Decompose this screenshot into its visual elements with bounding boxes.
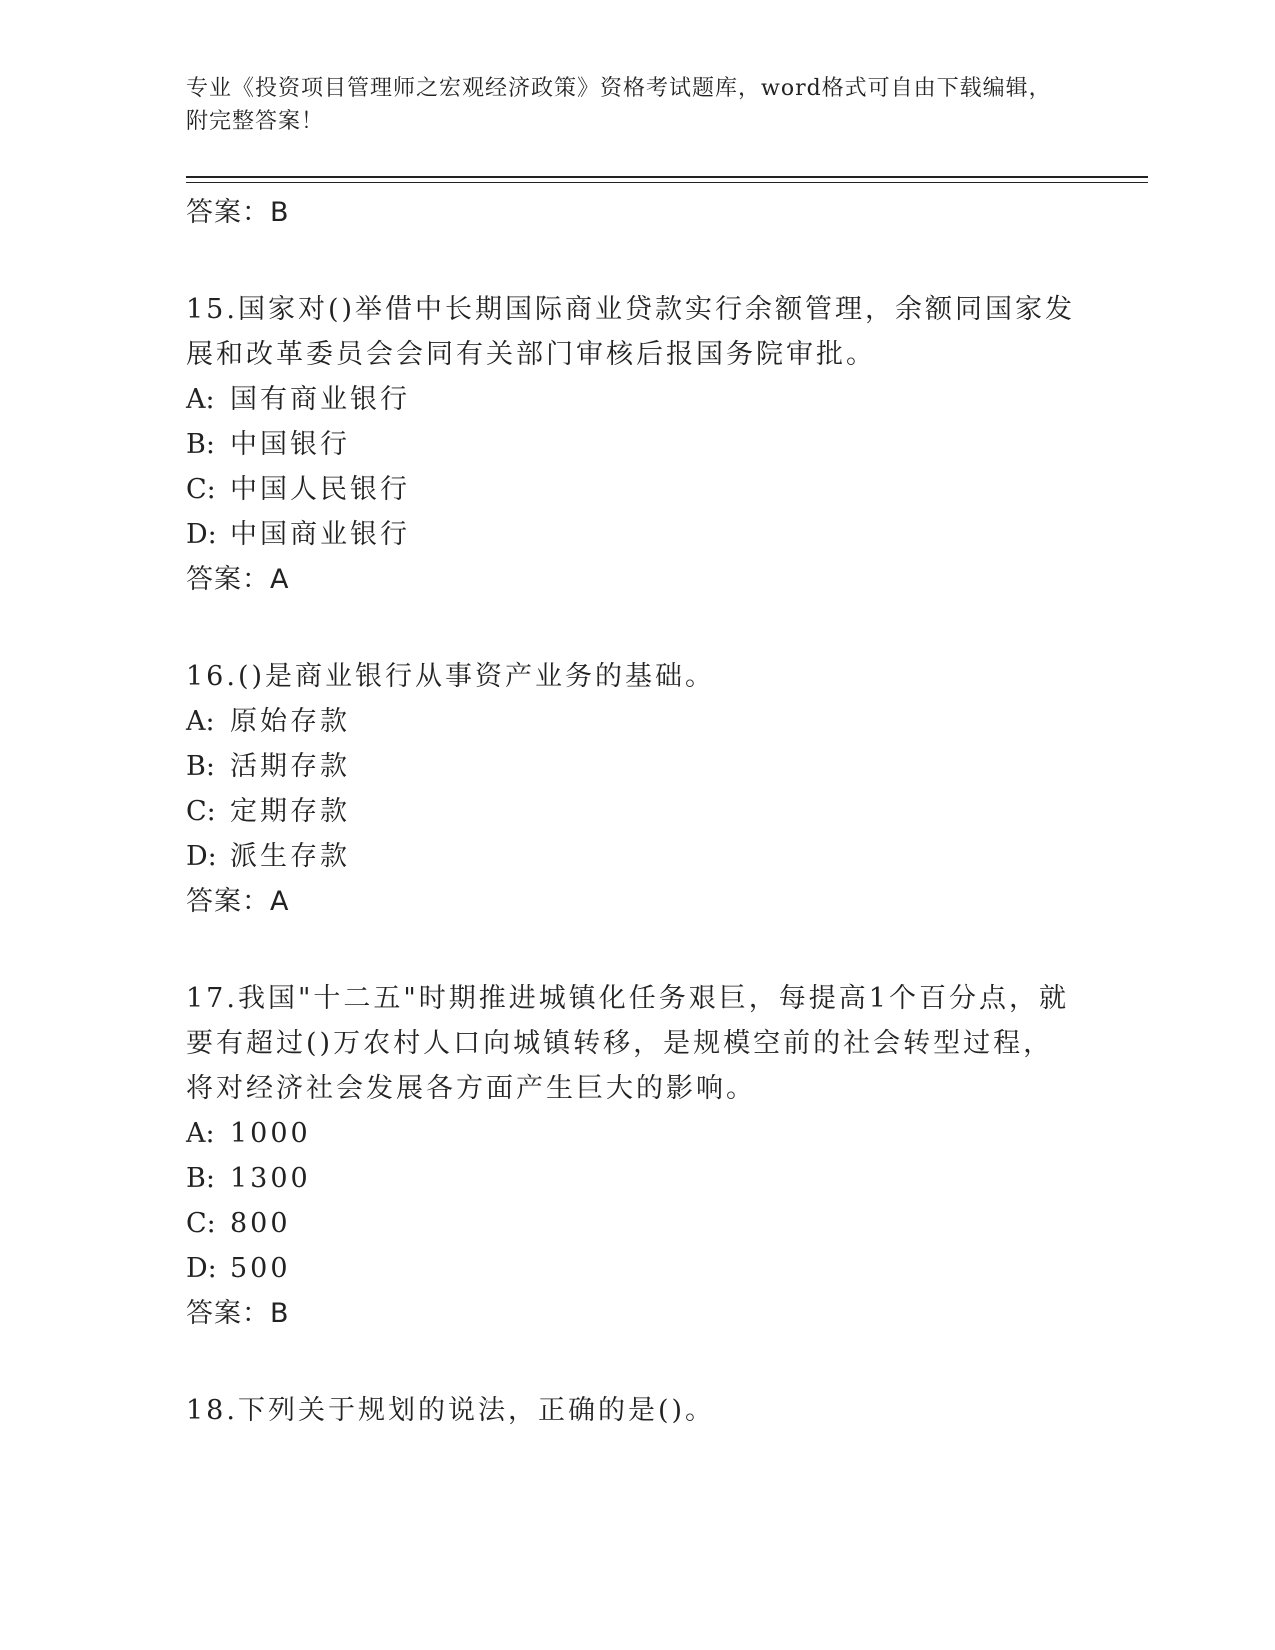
option-a bbox=[186, 699, 1076, 744]
option-text: 中国银行 bbox=[230, 429, 350, 460]
question-list bbox=[186, 186, 1076, 1433]
option-a bbox=[186, 1111, 1076, 1156]
option-text: 国有商业银行 bbox=[230, 384, 410, 415]
answer-line: 答案：B bbox=[186, 197, 290, 228]
header-divider-thick bbox=[186, 176, 1148, 178]
option-text: 定期存款 bbox=[230, 796, 350, 827]
option-text: 活期存款 bbox=[230, 751, 350, 782]
option-c bbox=[186, 1201, 1076, 1246]
option-d bbox=[186, 834, 1076, 879]
option-text: 中国人民银行 bbox=[230, 474, 410, 505]
option-d bbox=[186, 512, 1076, 557]
option-label: B: bbox=[186, 429, 215, 460]
option-b bbox=[186, 422, 1076, 467]
option-text: 中国商业银行 bbox=[230, 519, 410, 550]
question-stem: 16.()是商业银行从事资产业务的基础。 bbox=[186, 661, 716, 692]
option-a bbox=[186, 377, 1076, 422]
option-text: 1000 bbox=[230, 1118, 311, 1149]
question-17 bbox=[186, 976, 1076, 1336]
option-label: C: bbox=[186, 796, 216, 827]
option-text: 1300 bbox=[230, 1163, 311, 1194]
question-16 bbox=[186, 654, 1076, 924]
option-text: 500 bbox=[230, 1253, 291, 1284]
option-label: A: bbox=[186, 384, 215, 415]
option-label: D: bbox=[186, 1253, 217, 1284]
option-label: B: bbox=[186, 1163, 215, 1194]
option-label: A: bbox=[186, 1118, 215, 1149]
option-b bbox=[186, 744, 1076, 789]
question-18 bbox=[186, 1388, 1076, 1433]
option-label: C: bbox=[186, 474, 216, 505]
option-c bbox=[186, 467, 1076, 512]
answer-line: 答案：A bbox=[186, 564, 290, 595]
option-label: D: bbox=[186, 519, 217, 550]
option-label: D: bbox=[186, 841, 217, 872]
question-stem: 15.国家对()举借中长期国际商业贷款实行余额管理，余额同国家发展和改革委员会会同有关部门审核后报国务院审批。 bbox=[186, 294, 1076, 370]
option-text: 800 bbox=[230, 1208, 291, 1239]
option-label: C: bbox=[186, 1208, 216, 1239]
option-text: 原始存款 bbox=[230, 706, 350, 737]
option-d bbox=[186, 1246, 1076, 1291]
option-label: B: bbox=[186, 751, 215, 782]
option-label: A: bbox=[186, 706, 215, 737]
option-b bbox=[186, 1156, 1076, 1201]
header-title: 专业《投资项目管理师之宏观经济政策》资格考试题库，word格式可自由下载编辑，附完整答案！ bbox=[186, 76, 1052, 134]
question-stem: 18.下列关于规划的说法，正确的是()。 bbox=[186, 1395, 716, 1426]
header-divider-thin bbox=[186, 182, 1148, 183]
option-text: 派生存款 bbox=[230, 841, 350, 872]
answer-line: 答案：A bbox=[186, 886, 290, 917]
question-stem: 17.我国"十二五"时期推进城镇化任务艰巨，每提高1个百分点，就要有超过()万农村人口向城镇转移，是规模空前的社会转型过程，将对经济社会发展各方面产生巨大的影响。 bbox=[186, 983, 1069, 1104]
document-header bbox=[186, 72, 1066, 138]
question-15 bbox=[186, 287, 1076, 602]
option-c bbox=[186, 789, 1076, 834]
answer-line: 答案：B bbox=[186, 1298, 290, 1329]
